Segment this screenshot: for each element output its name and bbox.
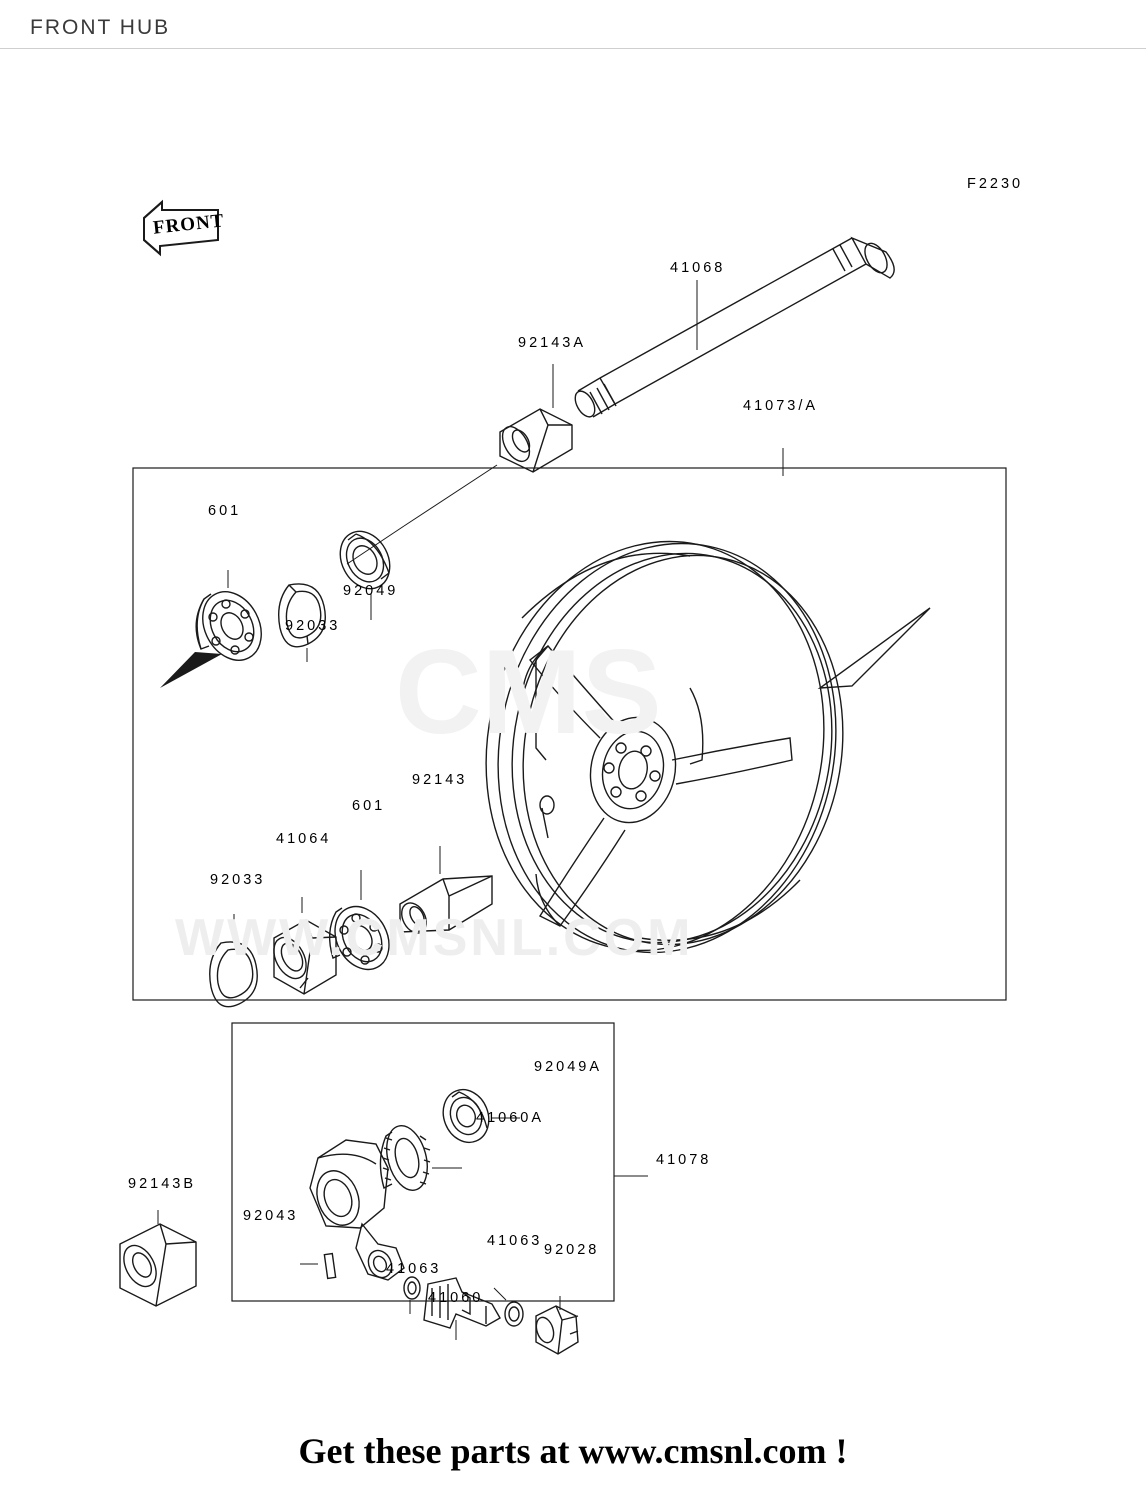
front-badge-label: FRONT (152, 210, 226, 239)
label-41063-upper: 41063 (487, 1233, 543, 1249)
watermark-logo: CMS (395, 625, 662, 759)
label-92143B: 92143B (128, 1176, 196, 1192)
label-41060: 41060 (428, 1290, 484, 1306)
label-92143: 92143 (412, 772, 468, 788)
page-title: FRONT HUB (30, 16, 171, 39)
label-601-lower: 601 (352, 798, 386, 814)
label-92033-upper: 92033 (285, 618, 341, 634)
label-92049: 92049 (343, 583, 399, 599)
label-41060A: 41060A (476, 1110, 544, 1126)
watermark-url: WWW.CMSNL.COM (175, 909, 694, 967)
footer-promo-text: Get these parts at www.cmsnl.com ! (298, 1431, 848, 1471)
label-92028: 92028 (544, 1242, 600, 1258)
label-41078: 41078 (656, 1152, 712, 1168)
diagram-canvas (0, 48, 1146, 1418)
sheet-code: F2230 (967, 176, 1024, 192)
label-92043: 92043 (243, 1208, 299, 1224)
label-41064: 41064 (276, 831, 332, 847)
label-92143A: 92143A (518, 335, 586, 351)
label-92033-lower: 92033 (210, 872, 266, 888)
label-41063-lower: 41063 (386, 1261, 442, 1277)
label-601-upper: 601 (208, 503, 242, 519)
label-41068: 41068 (670, 260, 726, 276)
front-direction-badge (140, 196, 226, 258)
label-92049A: 92049A (534, 1059, 602, 1075)
label-41073A: 41073/A (743, 398, 819, 414)
